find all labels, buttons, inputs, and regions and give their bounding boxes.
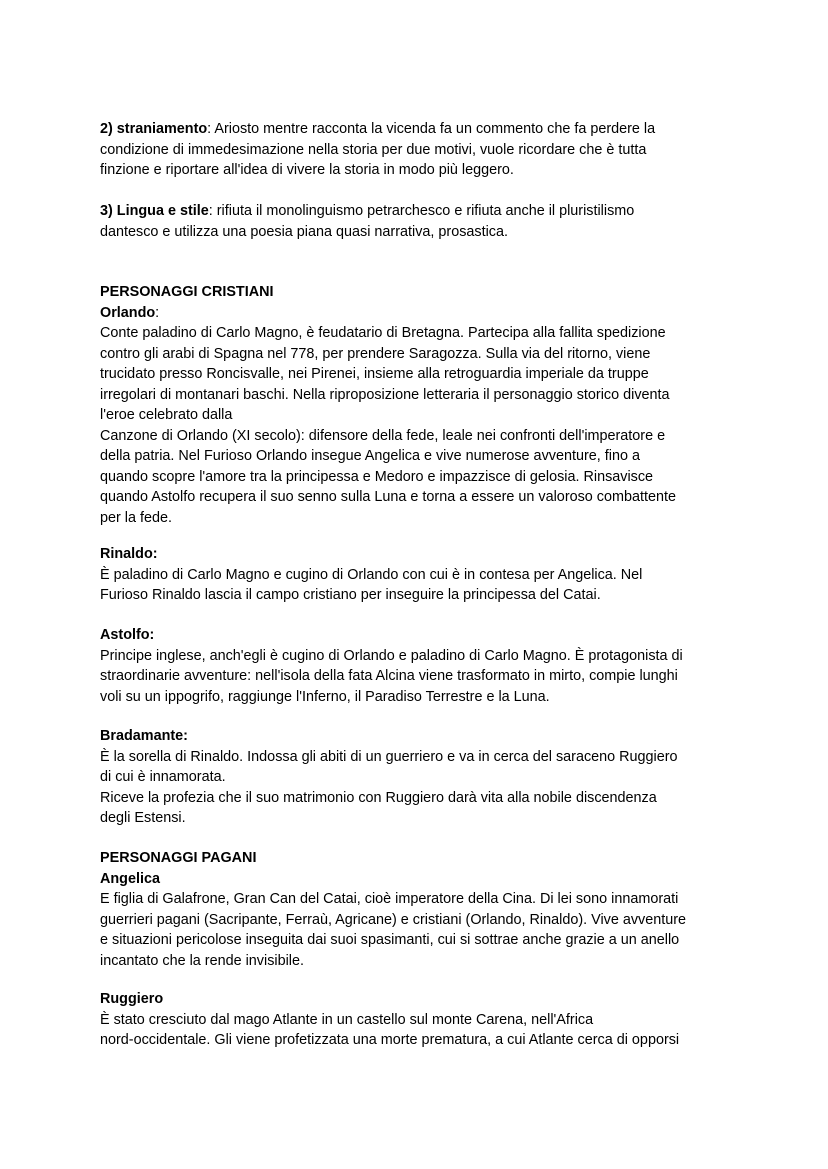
paragraph-line: Riceve la profezia che il suo matrimonio con Ruggiero darà vita alla nobile discendenza — [100, 789, 657, 806]
paragraph-line: incantato che la rende invisibile. — [100, 952, 304, 969]
paragraph-line: Principe inglese, anch'egli è cugino di Orlando e paladino di Carlo Magno. È protagonista di — [100, 647, 683, 664]
paragraph-line: Conte paladino di Carlo Magno, è feudatario di Bretagna. Partecipa alla fallita spedizione — [100, 325, 666, 341]
paragraph-line: voli su un ippogrifo, raggiunge l'Inferno, il Paradiso Terrestre e la Luna. — [100, 688, 550, 705]
character-name-rinaldo: Rinaldo: — [100, 546, 158, 562]
paragraph-line: dantesco e utilizza una poesia piana quasi narrativa, prosastica. — [100, 223, 508, 240]
paragraph-line: per la fede. — [100, 509, 173, 526]
section-heading-pagani: PERSONAGGI PAGANI — [100, 850, 257, 866]
paragraph-line: È stato cresciuto dal mago Atlante in un castello sul monte Carena, nell'Africa — [100, 1011, 594, 1028]
paragraph-line: irregolari di montanari baschi. Nella riproposizione letteraria il personaggio storico diventa — [100, 386, 670, 403]
paragraph-line: E figlia di Galafrone, Gran Can del Catai, cioè imperatore della Cina. Di lei sono innamorati — [100, 891, 679, 907]
paragraph-line: È la sorella di Rinaldo. Indossa gli abiti di un guerriero e va in cerca del saraceno Ruggiero — [100, 748, 678, 765]
paragraph-line: È paladino di Carlo Magno e cugino di Orlando con cui è in contesa per Angelica. Nel — [100, 566, 643, 583]
lingua-stile-paragraph — [100, 201, 740, 242]
paragraph-line: 2) straniamento: Ariosto mentre racconta la vicenda fa un commento che fa perdere la — [100, 121, 656, 137]
paragraph-line: condizione di immedesimazione nella storia per due motivi, vuole ricordare che è tutta — [100, 141, 647, 158]
paragraph-line: Canzone di Orlando (XI secolo): difensore della fede, leale nei confronti dell'imperatore e — [100, 427, 666, 444]
paragraph-line: trucidato presso Roncisvalle, nei Pirenei, insieme alla retroguardia imperiale da truppe — [100, 366, 649, 382]
paragraph-line: degli Estensi. — [100, 810, 186, 826]
character-name-orlando: Orlando: — [100, 304, 160, 321]
paragraph-line: finzione e riportare all'idea di vivere la storia in modo più leggero. — [100, 162, 514, 178]
section-heading-cristiani: PERSONAGGI CRISTIANI — [100, 284, 274, 300]
straniamento-label: 2) straniamento — [100, 121, 208, 137]
paragraph-line: straordinarie avventure: nell'isola della fata Alcina viene trasformato in mirto, compie lunghi — [100, 668, 678, 684]
paragraph-line: e situazioni pericolose inseguita dai suoi spasimanti, cui si sottrae anche grazie a un anello — [100, 932, 680, 948]
pagani-section — [100, 848, 740, 971]
cristiani-section — [100, 282, 740, 528]
paragraph-line: 3) Lingua e stile: rifiuta il monolinguismo petrarchesco e rifiuta anche il pluristilismo — [100, 203, 635, 219]
paragraph-line: guerrieri pagani (Sacripante, Ferraù, Agricane) e cristiani (Orlando, Rinaldo). Vive avventure — [100, 911, 687, 928]
rinaldo-section — [100, 544, 740, 606]
paragraph-line: nord-occidentale. Gli viene profetizzata una morte prematura, a cui Atlante cerca di opporsi — [100, 1032, 680, 1048]
ruggiero-section — [100, 989, 740, 1051]
character-name-angelica: Angelica — [100, 870, 160, 887]
paragraph-line: della patria. Nel Furioso Orlando insegue Angelica e vive numerose avventure, fino a — [100, 448, 640, 464]
lingua-stile-label: 3) Lingua e stile — [100, 203, 209, 219]
paragraph-line: quando scopre l'amore tra la principessa e Medoro e impazzisce di gelosia. Rinsavisce — [100, 468, 654, 485]
character-name-ruggiero: Ruggiero — [100, 991, 164, 1007]
character-name-bradamante: Bradamante: — [100, 728, 188, 744]
paragraph-line: l'eroe celebrato dalla — [100, 407, 233, 423]
character-name-astolfo: Astolfo: — [100, 627, 155, 643]
paragraph-line: Furioso Rinaldo lascia il campo cristiano per inseguire la principessa del Catai. — [100, 587, 601, 603]
paragraph-line: contro gli arabi di Spagna nel 778, per prendere Saragozza. Sulla via del ritorno, viene — [100, 345, 651, 362]
straniamento-paragraph — [100, 119, 740, 181]
paragraph-line: di cui è innamorata. — [100, 769, 226, 785]
astolfo-section — [100, 625, 740, 707]
paragraph-line: quando Astolfo recupera il suo senno sulla Luna e torna a essere un valoroso combattente — [100, 489, 677, 505]
bradamante-section — [100, 726, 740, 829]
